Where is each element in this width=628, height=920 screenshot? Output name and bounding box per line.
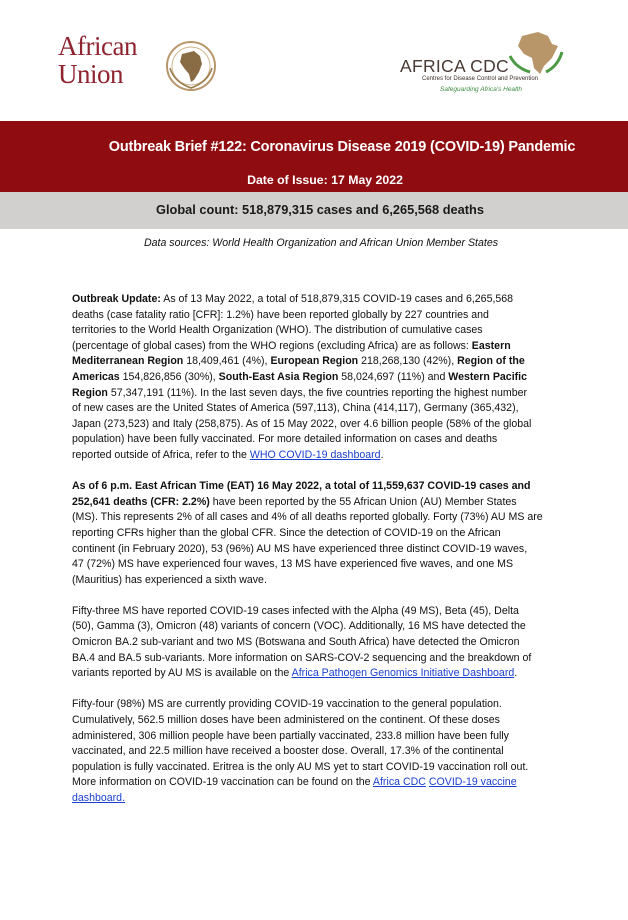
region-name: Americas — [72, 370, 120, 383]
africa-cdc-link[interactable]: Africa CDC — [372, 776, 426, 789]
au-line-2: Union — [58, 59, 123, 89]
region-name: European Region — [270, 355, 359, 368]
africa-map-icon — [508, 28, 564, 76]
vaccine-dashboard-link[interactable]: COVID-19 vaccine — [428, 776, 517, 789]
region-name: Eastern — [468, 339, 511, 352]
region-name: Region of the — [457, 355, 525, 368]
text: Omicron BA.2 sub-variant and two MS (Botswana and South Africa) have detected the Omicron — [72, 636, 520, 649]
region-name: Region — [72, 386, 108, 399]
text: As of 13 May 2022, a total of 518,879,315 COVID-19 cases and 6,265,568 — [160, 293, 514, 305]
text: continent (in February 2020), 53 (96%) AU MS have experienced three distinct COVID-19 waves, — [72, 542, 528, 555]
text: (Mauritius) has experienced a sixth wave. — [72, 573, 267, 586]
text: (MS). This represents 2% of all cases and 4% of all deaths reported globally. Forty (73%) AU MS are — [72, 511, 543, 524]
data-sources: Data sources: World Health Organization and African Union Member States — [143, 237, 499, 249]
text: of new cases are the United States of America (597,113), China (414,117), Germany (365,432), — [72, 402, 519, 415]
text: variants reported by AU MS is available on the — [72, 667, 292, 680]
text: 154,826,856 (30%), — [119, 370, 219, 383]
text: BA.4 and BA.5 sub-variants. More information on SARS-COV-2 sequencing and the breakdown of — [72, 651, 532, 664]
text: (50), Gamma (3), Omicron (48) variants of concern (VOC). Additionally, 16 MS have detected the — [72, 620, 526, 633]
text: 47 (72%) MS have experienced four waves, 13 MS have experienced five waves, and one MS — [72, 558, 514, 571]
global-count-bar — [0, 192, 628, 229]
text: . — [380, 448, 384, 461]
cdc-title: AFRICA CDC — [400, 56, 509, 76]
region-name: South-East Asia Region — [218, 370, 339, 383]
text: have been reported by the 55 African Union (AU) Member States — [209, 495, 517, 508]
text: Cumulatively, 562.5 million doses have been administered on the continent. Of these doses — [72, 714, 500, 727]
text: vaccinated, and 22.5 million have received a booster dose. Overall, 17.3% of the continental — [72, 745, 504, 758]
cdc-subtitle: Centres for Disease Control and Prevention — [422, 76, 539, 82]
paragraph-vaccination — [72, 697, 564, 806]
cdc-tagline: Safeguarding Africa's Health — [440, 86, 522, 93]
text: territories to the World Health Organization (WHO). The distribution of cumulative cases — [72, 324, 483, 337]
vaccine-dashboard-link-cont[interactable]: dashboard. — [72, 792, 126, 804]
africa-deaths-statement: 252,641 deaths (CFR: 2.2%) — [72, 495, 210, 508]
text: (percentage of global cases) from the WHO regions (excluding Africa) are as follows: — [72, 339, 469, 352]
text: . — [514, 667, 518, 680]
region-name: Mediterranean Region — [72, 355, 184, 368]
au-line-1: African — [58, 31, 137, 61]
africa-cdc-logo — [396, 28, 596, 98]
text: 57,347,191 (11%). In the last seven days, the five countries reporting the highest number — [107, 386, 528, 399]
text: population) have been fully vaccinated. For more detailed information on cases and deaths — [72, 433, 498, 446]
brief-title: Outbreak Brief #122: Coronavirus Disease 2019 (COVID-19) Pandemic — [108, 139, 576, 155]
title-banner — [0, 121, 628, 192]
text: Fifty-four (98%) MS are currently providing COVID-19 vaccination to the general population. — [72, 698, 502, 711]
brief-body — [72, 292, 564, 822]
text: reporting CFRs higher than the global CFR. Since the detection of COVID-19 on the African — [72, 526, 501, 539]
who-dashboard-link[interactable]: WHO COVID-19 dashboard — [249, 448, 381, 461]
text: reported outside of Africa, refer to the — [72, 448, 250, 461]
region-name: Western Pacific — [448, 370, 527, 383]
au-emblem-icon — [164, 38, 218, 94]
african-union-logo — [58, 32, 218, 102]
text: population is fully vaccinated. Eritrea is the only AU MS yet to start COVID-19 vaccination roll out. — [72, 760, 529, 773]
outbreak-update-label: Outbreak Update: — [72, 293, 161, 305]
text: 18,409,461 (4%), — [183, 355, 271, 368]
paragraph-africa-cases — [72, 479, 564, 588]
africa-cases-statement: As of 6 p.m. East African Time (EAT) 16 May 2022, a total of 11,559,637 COVID-19 cases and — [72, 480, 531, 493]
african-union-wordmark — [58, 32, 137, 88]
paragraph-outbreak-update — [72, 292, 564, 464]
text: Fifty-three MS have reported COVID-19 cases infected with the Alpha (49 MS), Beta (45), Delta — [72, 604, 519, 617]
global-count: Global count: 518,879,315 cases and 6,265,568 deaths — [156, 202, 484, 217]
text: More information on COVID-19 vaccination can be found on the — [72, 776, 373, 789]
pathogen-genomics-dashboard-link[interactable]: Africa Pathogen Genomics Initiative Dashboard — [291, 667, 515, 680]
text: 218,268,130 (42%), — [358, 355, 458, 368]
paragraph-variants — [72, 604, 564, 682]
text: 58,024,697 (11%) and — [338, 370, 449, 383]
text: Japan (273,523) and Italy (258,875). As of 15 May 2022, over 4.6 billion people (58% of the global — [72, 417, 532, 430]
issue-date: Date of Issue: 17 May 2022 — [247, 173, 403, 187]
text: deaths (case fatality ratio [CFR]: 1.2%) have been reported globally by 227 countries and — [72, 308, 489, 321]
text: administered, 306 million people have been partially vaccinated, 233.8 million have been fully — [72, 729, 509, 742]
